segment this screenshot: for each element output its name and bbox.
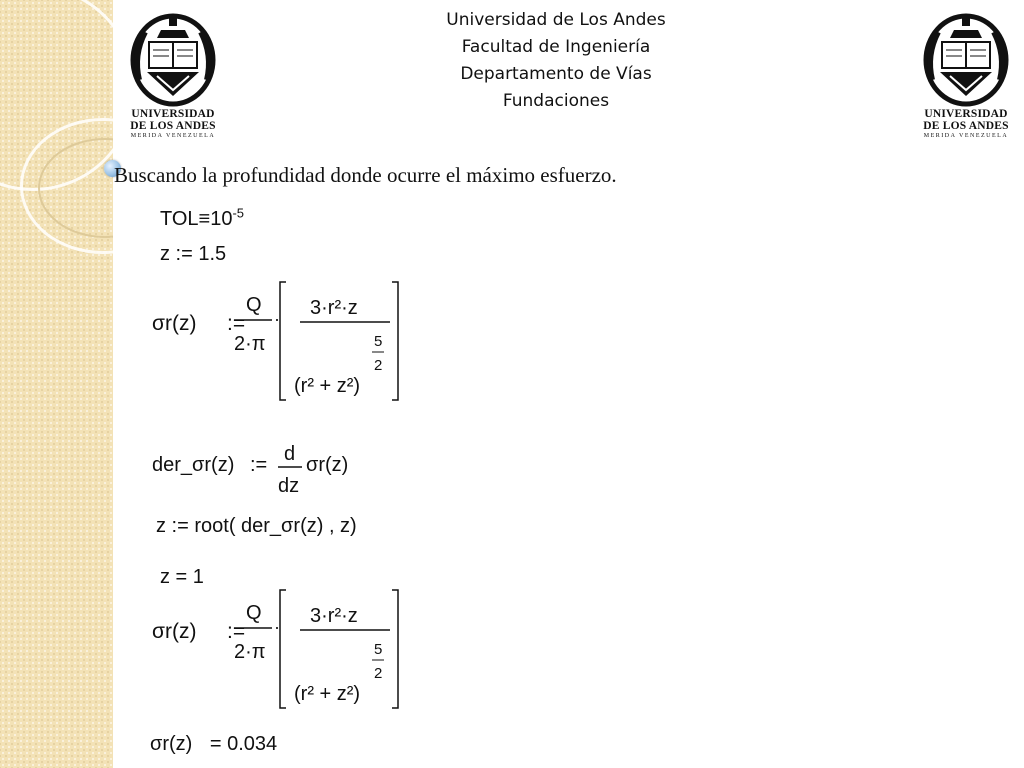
d-numerator: d xyxy=(284,443,296,465)
frac-denominator-2pi: 2·π xyxy=(234,641,266,663)
frac-numerator-q: Q xyxy=(246,602,262,624)
university-seal-icon xyxy=(127,10,219,108)
sigma-result-value: = 0.034 xyxy=(209,733,278,755)
inner-denominator: (r² + z²) xyxy=(294,375,361,397)
sigma-label: σr(z) xyxy=(152,620,197,643)
tolerance-definition xyxy=(160,205,245,231)
frac-numerator-q: Q xyxy=(246,294,262,316)
logo-name-line-2: DE LOS ANDES xyxy=(923,120,1009,132)
sigma-result xyxy=(150,733,277,756)
derivative-label: der_σr(z) xyxy=(152,454,235,476)
def-assign: := xyxy=(227,312,246,335)
tol-exponent: -5 xyxy=(232,205,245,221)
multiply-dot: · xyxy=(274,617,280,637)
exponent-numerator: 5 xyxy=(374,641,383,658)
slide-header xyxy=(380,7,732,115)
inner-numerator: 3·r²·z xyxy=(310,605,358,627)
slide-title: Buscando la profundidad donde ocurre el máximo esfuerzo. xyxy=(114,163,617,187)
def-assign: := xyxy=(227,620,246,643)
exponent-denominator: 2 xyxy=(374,357,383,374)
z-result: z = 1 xyxy=(160,566,204,588)
dz-denominator: dz xyxy=(278,475,300,497)
sigma-label: σr(z) xyxy=(152,312,197,335)
tol-base: 10 xyxy=(210,208,233,230)
tol-assign: ≡ xyxy=(198,208,211,230)
exponent-denominator: 2 xyxy=(374,665,383,682)
logo-name-line-1: UNIVERSIDAD xyxy=(131,108,215,120)
decorative-side-strip xyxy=(0,0,113,768)
exponent-numerator: 5 xyxy=(374,333,383,350)
header-course: Fundaciones xyxy=(502,91,610,111)
sigma-definition xyxy=(150,278,410,408)
root-definition: z := root( der_σr(z) , z) xyxy=(156,515,357,537)
derivative-rhs: σr(z) xyxy=(306,454,349,476)
derivative-definition xyxy=(150,438,390,500)
header-department: Departamento de Vías xyxy=(460,64,652,84)
logo-name-line-1: UNIVERSIDAD xyxy=(924,108,1008,120)
header-university: Universidad de Los Andes xyxy=(446,10,666,30)
z-initial-guess: z := 1.5 xyxy=(160,243,227,265)
header-faculty: Facultad de Ingeniería xyxy=(461,37,651,57)
logo-name-line-2: DE LOS ANDES xyxy=(130,120,216,132)
def-assign: := xyxy=(250,454,268,476)
logo-location: MERIDA VENEZUELA xyxy=(130,133,216,139)
sigma-result-label: σr(z) xyxy=(150,733,193,755)
sigma-definition-repeat xyxy=(150,586,410,716)
tol-lhs: TOL xyxy=(160,208,199,230)
multiply-dot: · xyxy=(274,309,280,329)
university-logo-left xyxy=(125,10,221,139)
frac-denominator-2pi: 2·π xyxy=(234,333,266,355)
university-logo-right xyxy=(918,10,1014,139)
inner-numerator: 3·r²·z xyxy=(310,297,358,319)
university-seal-icon xyxy=(920,10,1012,108)
logo-location: MERIDA VENEZUELA xyxy=(923,133,1009,139)
inner-denominator: (r² + z²) xyxy=(294,683,361,705)
